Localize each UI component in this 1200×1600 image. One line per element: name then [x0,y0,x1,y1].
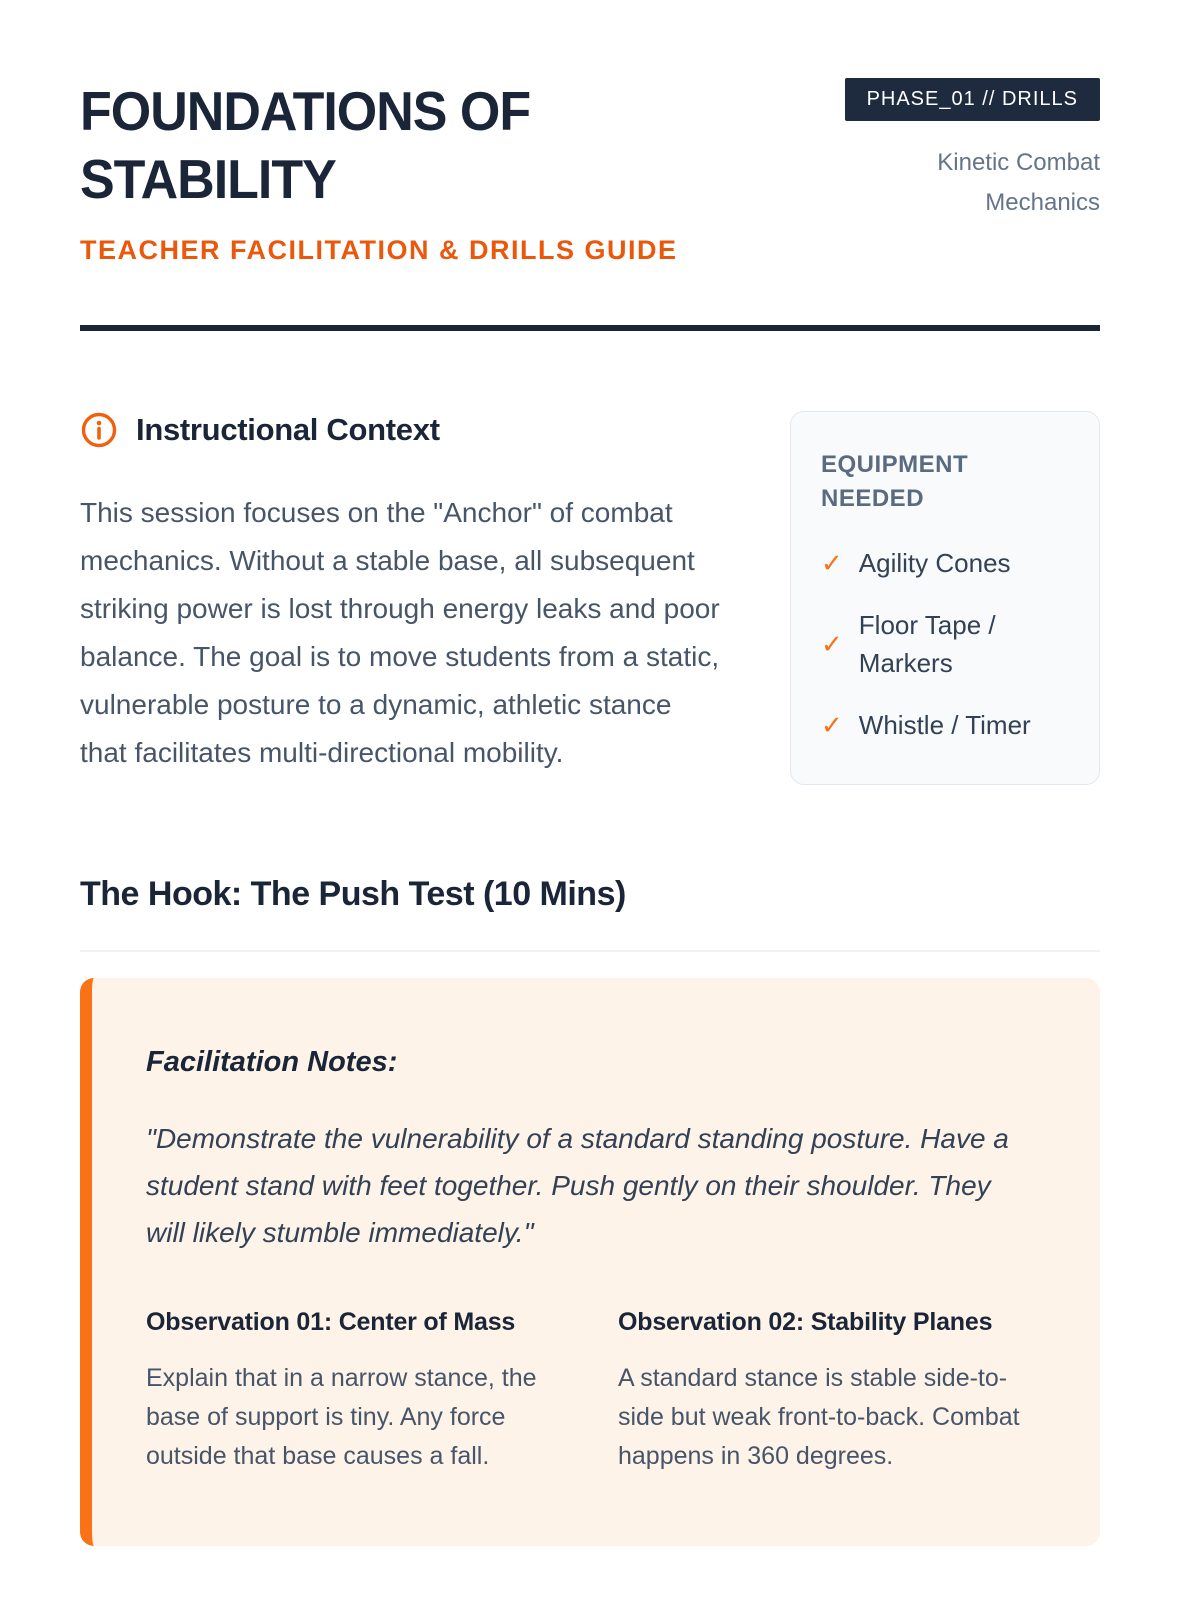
equipment-item [821,706,1069,744]
instructional-context-section [80,411,1100,785]
document-header [80,0,1100,273]
context-heading-row [80,411,720,449]
phase-badge: PHASE_01 // DRILLS [845,78,1100,121]
check-icon: ✓ [821,548,843,578]
program-name: Kinetic Combat Mechanics [937,149,1100,216]
observations-grid [146,1308,1042,1476]
context-heading: Instructional Context [136,412,440,447]
header-meta-block [845,78,1100,273]
check-icon: ✓ [821,710,843,740]
facilitation-notes-box [80,978,1100,1546]
page-subtitle: TEACHER FACILITATION & DRILLS GUIDE [80,235,678,265]
observation-title: Observation 02: Stability Planes [618,1308,993,1336]
equipment-item [821,544,1069,582]
page-title: FOUNDATIONS OF STABILITY [80,81,531,211]
equipment-item-label: Whistle / Timer [858,710,1031,740]
observation-body: Explain that in a narrow stance, the base of support is tiny. Any force outside that base causes a fall. [146,1364,537,1470]
context-paragraph: This session focuses on the "Anchor" of combat mechanics. Without a stable base, all subsequent striking power is lost through energy leaks and poor balance. The goal is to move students from a static, vulnerable posture to a dynamic, athletic stance that facilitates multi-directional mobility. [80,497,720,768]
equipment-heading: EQUIPMENT NEEDED [821,451,969,512]
equipment-list [821,544,1069,744]
header-divider [80,325,1100,331]
equipment-item-label: Floor Tape / Markers [858,610,996,678]
equipment-card [790,411,1100,785]
check-icon: ✓ [821,629,843,659]
info-icon [80,411,118,449]
hook-section-heading: The Hook: The Push Test (10 Mins) [80,875,1100,952]
facilitation-notes-label: Facilitation Notes: [146,1046,398,1078]
observation-column [146,1308,570,1476]
equipment-item-label: Agility Cones [858,548,1011,578]
header-title-block [80,78,740,273]
equipment-item [821,606,1069,682]
context-main [80,411,720,785]
document-page [80,0,1100,1546]
observation-title: Observation 01: Center of Mass [146,1308,516,1336]
observation-column [618,1308,1042,1476]
observation-body: A standard stance is stable side-to-side but weak front-to-back. Combat happens in 360 degrees. [618,1364,1020,1470]
facilitation-quote: "Demonstrate the vulnerability of a standard standing posture. Have a student stand with feet together. Push gently on their shoulder. They will likely stumble immediately." [146,1123,1009,1248]
